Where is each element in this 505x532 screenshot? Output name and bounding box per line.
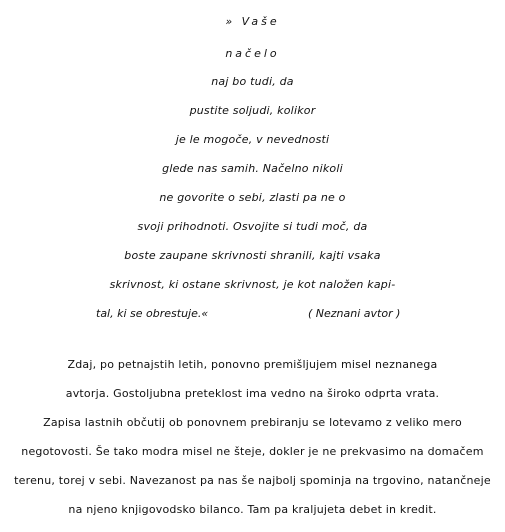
paragraph-line: avtorja. Gostoljubna preteklost ima vedno na široko odprta vrata. [65,387,440,400]
quote-line: boste zaupane skrivnosti shranili, kajti vsaka [124,249,381,262]
quote-line: » Vaše [225,15,280,28]
quote-author: ( Neznani avtor ) [308,307,401,320]
quote-line: svoji prihodnoti. Osvojite si tudi moč, da [137,220,368,233]
paragraph-line: negotovosti. Še tako modra misel ne šteje, dokler je ne prekvasimo na domačem [21,445,484,458]
quote-line: glede nas samih. Načelno nikoli [162,162,343,175]
paragraph-line: Zdaj, po petnajstih letih, ponovno premišljujem misel neznanega [67,358,438,371]
quote-line: naj bo tudi, da [211,75,294,88]
quote-last-line: tal, ki se obrestuje.« [96,307,209,320]
paragraph-line: terenu, torej v sebi. Navezanost pa nas še najbolj spominja na trgovino, natančneje [14,474,491,487]
quote-line: načelo [225,47,280,60]
paragraph-line: Zapisa lastnih občutij ob ponovnem prebiranju se lotevamo z veliko mero [43,416,462,429]
quote-line: ne govorite o sebi, zlasti pa ne o [159,191,346,204]
quote-line: pustite soljudi, kolikor [189,104,316,117]
quote-line: je le mogoče, v nevednosti [175,133,330,146]
quote-line: skrivnost, ki ostane skrivnost, je kot naložen kapi- [109,278,396,291]
paragraph-line: na njeno knjigovodsko bilanco. Tam pa kraljujeta debet in kredit. [68,503,437,516]
